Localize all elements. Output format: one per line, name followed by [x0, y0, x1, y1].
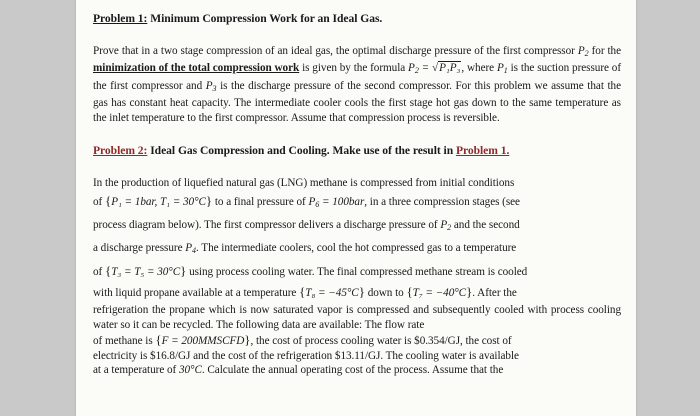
problem-1-body	[93, 44, 621, 126]
p2-symbol: $P_2$	[577, 45, 589, 59]
p2-line-5: of {T₃ = T₅ = 30°C} using process cooling water. The final compressed methane stream is cooled	[93, 263, 528, 279]
p2-line-2: of {P₁ = 1bar, T₁ = 30°C} to a final pressure of $P_6 = 100bar$, in a three compression stages (see	[93, 193, 520, 210]
p2-line-1: In the production of liquefied natural gas (LNG) methane is compressed from initial conditions	[93, 177, 515, 190]
p2-line-6: with liquid propane available at a temperature {T₈ = −45°C} down to {T₇ = −40°C}. After the	[93, 284, 517, 300]
p1-text-d: , where	[461, 62, 495, 75]
problem-1-link[interactable]: Problem 1.	[455, 144, 510, 158]
p1-text-e: is the suction pressure of the first compressor and	[93, 62, 622, 92]
p2-line-7: refrigeration the propane which is now saturated vapor is compressed and subsequently cooled with process cooling water so it can be recycled. The following data are available: The flow rate	[93, 304, 621, 332]
problem-1-heading	[93, 11, 621, 26]
p2-line-8: of methane is {F = 200MMSCFD}, the cost of process cooling water is $0.354/GJ, the cost of	[93, 331, 512, 347]
p1-text-c: is given by the formula	[302, 62, 406, 75]
p1-text-f: is the discharge pressure of the second compressor. For this problem we assume that the gas has constant heat capacity. The intermediate cooler cools the first stage hot gas down to the same temperature as the inlet temperature to the first compressor. Assume that compression process is reversible.	[93, 79, 621, 125]
document-content	[93, 11, 621, 378]
problem-1-title: Minimum Compression Work for an Ideal Gas.	[150, 12, 383, 25]
problem-1-label: Problem 1:	[93, 12, 148, 25]
p2-line-4: a discharge pressure $P_4$. The intermediate coolers, cool the hot compressed gas to a temperature	[93, 242, 517, 256]
p1-bold-phrase: minimization of the total compression work	[93, 62, 300, 75]
formula: $P_2 = √P_1P_3$	[408, 62, 461, 76]
p2-line-3: process diagram below). The first compressor delivers a discharge pressure of $P_2$ and the second	[93, 219, 520, 233]
p3-symbol: $P_3$	[205, 79, 217, 93]
problem-2-label: Problem 2:	[93, 144, 148, 158]
problem-2-body	[93, 176, 621, 378]
document-page	[76, 0, 636, 416]
p2-line-9: electricity is $16.8/GJ and the cost of the refrigeration $13.11/GJ. The cooling water is available	[93, 349, 519, 362]
p1-text-b: for the	[591, 45, 621, 58]
p1-symbol: $P_1$	[496, 62, 508, 76]
problem-2-heading	[93, 143, 621, 158]
p1-text-a: Prove that in a two stage compression of an ideal gas, the optimal discharge pressure of the first compressor	[93, 45, 575, 58]
problem-2-title: Ideal Gas Compression and Cooling. Make use of the result in	[150, 144, 454, 158]
p2-line-10: at a temperature of 30°C. Calculate the annual operating cost of the process. Assume that the	[93, 364, 504, 377]
